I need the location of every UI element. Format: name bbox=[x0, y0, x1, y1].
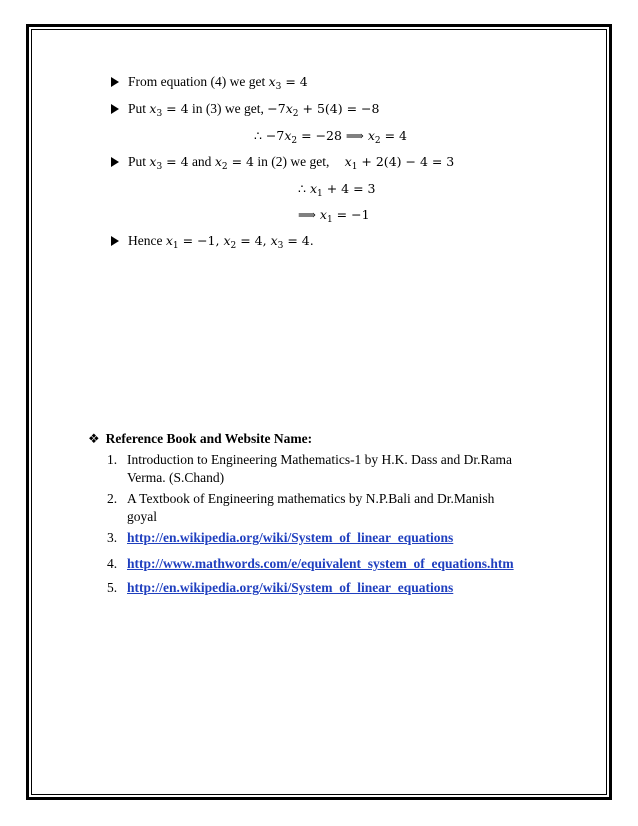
equation-final-solution: $x_1 = -1$, $x_2 = 4$, $x_3 = 4$. bbox=[165, 233, 314, 251]
step-put-x3-x2-in-2: Put $x_3 = 4$ and $x_2 = 4$ in (2) we get, $x_1 + 2(4) - 4 = 3$ bbox=[111, 154, 454, 170]
diamond-bullet-icon: ❖ bbox=[88, 431, 100, 446]
equation-x3-eq-4: $x_3 = 4$ bbox=[268, 74, 308, 92]
step-x1-plus-4: ∴ $x_1 + 4 = 3$ bbox=[298, 181, 376, 199]
reference-item-5: 5. http://en.wikipedia.org/wiki/System_of_linear_equations bbox=[107, 580, 454, 595]
step-from-equation-4: From equation (4) we get $x_3 = 4$ bbox=[111, 74, 308, 90]
reference-item-2-cont: goyal bbox=[127, 509, 157, 524]
reference-link-4[interactable]: http://www.mathwords.com/e/equivalent_system_of_equations.htm bbox=[127, 556, 514, 571]
arrow-bullet-icon bbox=[111, 236, 119, 246]
references-heading: ❖ Reference Book and Website Name: bbox=[88, 431, 313, 446]
step-x1-result: ⟹ $x_1 = -1$ bbox=[298, 207, 370, 225]
reference-link-3[interactable]: http://en.wikipedia.org/wiki/System_of_linear_equations bbox=[127, 530, 454, 545]
step-hence-solution: Hence $x_1 = -1$, $x_2 = 4$, $x_3 = 4$. bbox=[111, 233, 314, 249]
reference-item-1-cont: Verma. (S.Chand) bbox=[127, 470, 225, 485]
arrow-bullet-icon bbox=[111, 77, 119, 87]
reference-link-5[interactable]: http://en.wikipedia.org/wiki/System_of_linear_equations bbox=[127, 580, 454, 595]
arrow-bullet-icon bbox=[111, 157, 119, 167]
equation-substituted-2: $x_1 + 2(4) - 4 = 3$ bbox=[344, 154, 455, 172]
reference-item-3: 3. http://en.wikipedia.org/wiki/System_of_linear_equations bbox=[107, 530, 454, 545]
reference-item-2: 2. A Textbook of Engineering mathematics by N.P.Bali and Dr.Manish bbox=[107, 491, 495, 506]
arrow-bullet-icon bbox=[111, 104, 119, 114]
step-solve-x2: ∴ $-7x_2 = -28$ ⟹ $x_2 = 4$ bbox=[254, 128, 407, 146]
reference-item-4: 4. http://www.mathwords.com/e/equivalent_system_of_equations.htm bbox=[107, 556, 514, 571]
reference-item-1: 1. Introduction to Engineering Mathematics-1 by H.K. Dass and Dr.Rama bbox=[107, 452, 513, 467]
equation-substituted-3: $-7x_2 + 5(4) = -8$ bbox=[267, 101, 380, 119]
step-put-x3-in-3: Put $x_3 = 4$ in (3) we get, $-7x_2 + 5(4) = -8$ bbox=[111, 101, 379, 117]
